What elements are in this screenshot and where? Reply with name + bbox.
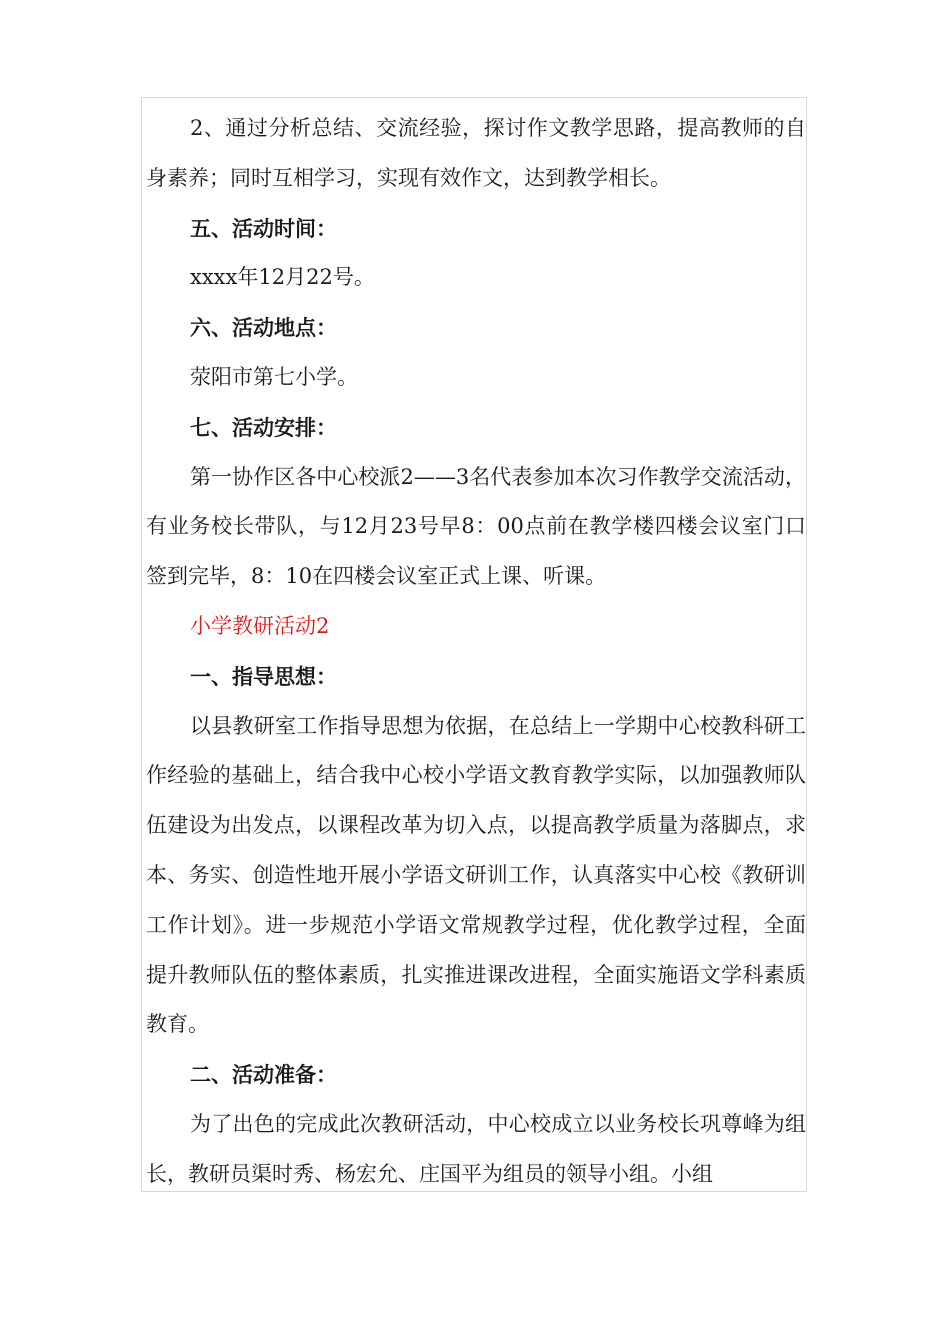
paragraph-goal-2: 2、通过分析总结、交流经验，探讨作文教学思路，提高教师的自身素养；同时互相学习，实现有效作文，达到教学相长。 [146,116,806,190]
paragraph-activity-date: xxxx年12月22号。 [190,265,375,290]
heading-activity-time: 五、活动时间： [190,215,337,241]
heading-activity-arrangement: 七、活动安排： [190,414,337,440]
heading-guiding-ideology: 一、指导思想： [190,663,337,689]
paragraph-guiding-ideology: 以县教研室工作指导思想为依据，在总结上一学期中心校教科研工作经验的基础上，结合我中心校小学语文教育教学实际，以加强教师队伍建设为出发点，以课程改革为切入点，以提高教学质量为落脚点，求本、务实、创造性地开展小学语文研训工作，认真落实中心校《教研训工作计划》。进一步规范小学语文常规教学过程，优化教学过程，全面提升教师队伍的整体素质，扎实推进课改进程，全面实施语文学科素质教育。 [146,713,806,1037]
paragraph-activity-arrangement: 第一协作区各中心校派2——3名代表参加本次习作教学交流活动，有业务校长带队，与12月23号早8：00点前在教学楼四楼会议室门口签到完毕，8：10在四楼会议室正式上课、听课。 [146,464,806,589]
section-title-activity-2: 小学教研活动2 [190,613,330,638]
heading-activity-preparation: 二、活动准备： [190,1062,337,1088]
heading-activity-location: 六、活动地点： [190,315,337,341]
document-content [146,104,806,1192]
paragraph-activity-location: 荥阳市第七小学。 [190,364,358,389]
document-page-frame [141,97,807,1192]
paragraph-activity-preparation: 为了出色的完成此次教研活动，中心校成立以业务校长巩尊峰为组长，教研员渠时秀、杨宏允、庄国平为组员的领导小组。小组 [146,1111,806,1186]
